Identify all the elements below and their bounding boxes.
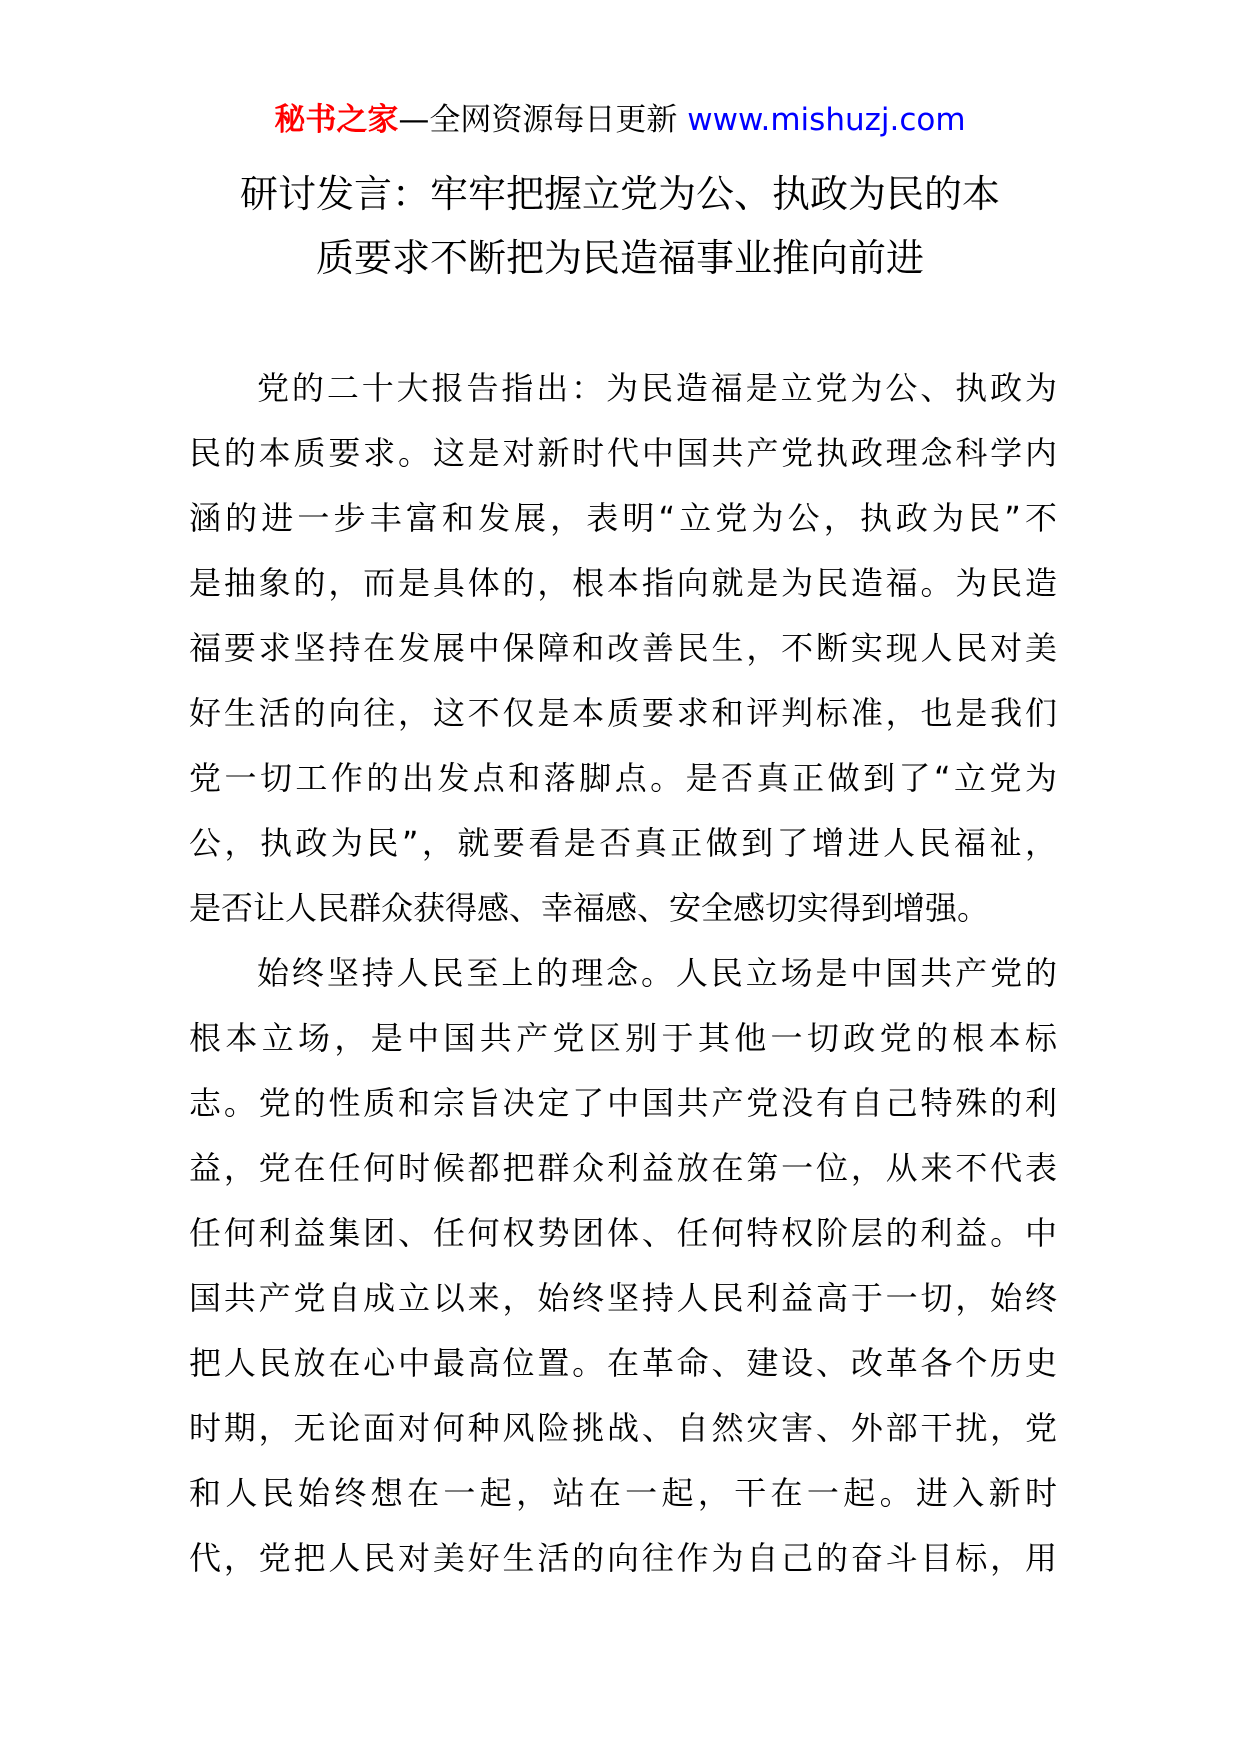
paragraph-line: 志。党的性质和宗旨决定了中国共产党没有自己特殊的利 <box>189 1084 1057 1122</box>
document-title <box>150 162 1090 290</box>
paragraph-line: 党一切工作的出发点和落脚点。是否真正做到了“立党为 <box>189 759 1057 797</box>
paragraph-line: 和人民始终想在一起，站在一起，干在一起。进入新时 <box>189 1474 1057 1512</box>
paragraph-line: 是抽象的，而是具体的，根本指向就是为民造福。为民造 <box>189 564 1057 602</box>
paragraph-line: 民的本质要求。这是对新时代中国共产党执政理念科学内 <box>189 434 1057 472</box>
paragraph-line: 始终坚持人民至上的理念。人民立场是中国共产党的 <box>257 954 1057 992</box>
paragraph-1 <box>189 356 1057 941</box>
title-line-2: 质要求不断把为民造福事业推向前进 <box>315 236 924 280</box>
paragraph-line: 党的二十大报告指出：为民造福是立党为公、执政为 <box>257 369 1057 407</box>
paragraph-line: 益，党在任何时候都把群众利益放在第一位，从来不代表 <box>189 1149 1057 1187</box>
site-brand: 秘书之家 <box>274 102 399 138</box>
document-body <box>189 356 1057 1591</box>
paragraph-line: 把人民放在心中最高位置。在革命、建设、改革各个历史 <box>189 1344 1057 1382</box>
paragraph-2 <box>189 941 1057 1591</box>
site-url-link[interactable]: www.mishuzj.com <box>687 102 966 138</box>
paragraph-line: 好生活的向往，这不仅是本质要求和评判标准，也是我们 <box>189 694 1057 732</box>
paragraph-line: 时期，无论面对何种风险挑战、自然灾害、外部干扰，党 <box>189 1409 1057 1447</box>
paragraph-line: 涵的进一步丰富和发展，表明“立党为公，执政为民”不 <box>189 499 1057 537</box>
paragraph-line: 福要求坚持在发展中保障和改善民生，不断实现人民对美 <box>189 629 1057 667</box>
site-slogan: —全网资源每日更新 <box>398 102 678 138</box>
site-header <box>0 98 1240 142</box>
paragraph-line: 根本立场，是中国共产党区别于其他一切政党的根本标 <box>189 1019 1057 1057</box>
title-line-1: 研讨发言：牢牢把握立党为公、执政为民的本 <box>239 172 1000 216</box>
paragraph-line: 公，执政为民”，就要看是否真正做到了增进人民福祉， <box>189 824 1057 862</box>
paragraph-line: 任何利益集团、任何权势团体、任何特权阶层的利益。中 <box>189 1214 1057 1252</box>
paragraph-line: 国共产党自成立以来，始终坚持人民利益高于一切，始终 <box>189 1279 1057 1317</box>
paragraph-line: 代，党把人民对美好生活的向往作为自己的奋斗目标，用 <box>189 1539 1057 1577</box>
paragraph-line: 是否让人民群众获得感、幸福感、安全感切实得到增强。 <box>189 889 990 927</box>
